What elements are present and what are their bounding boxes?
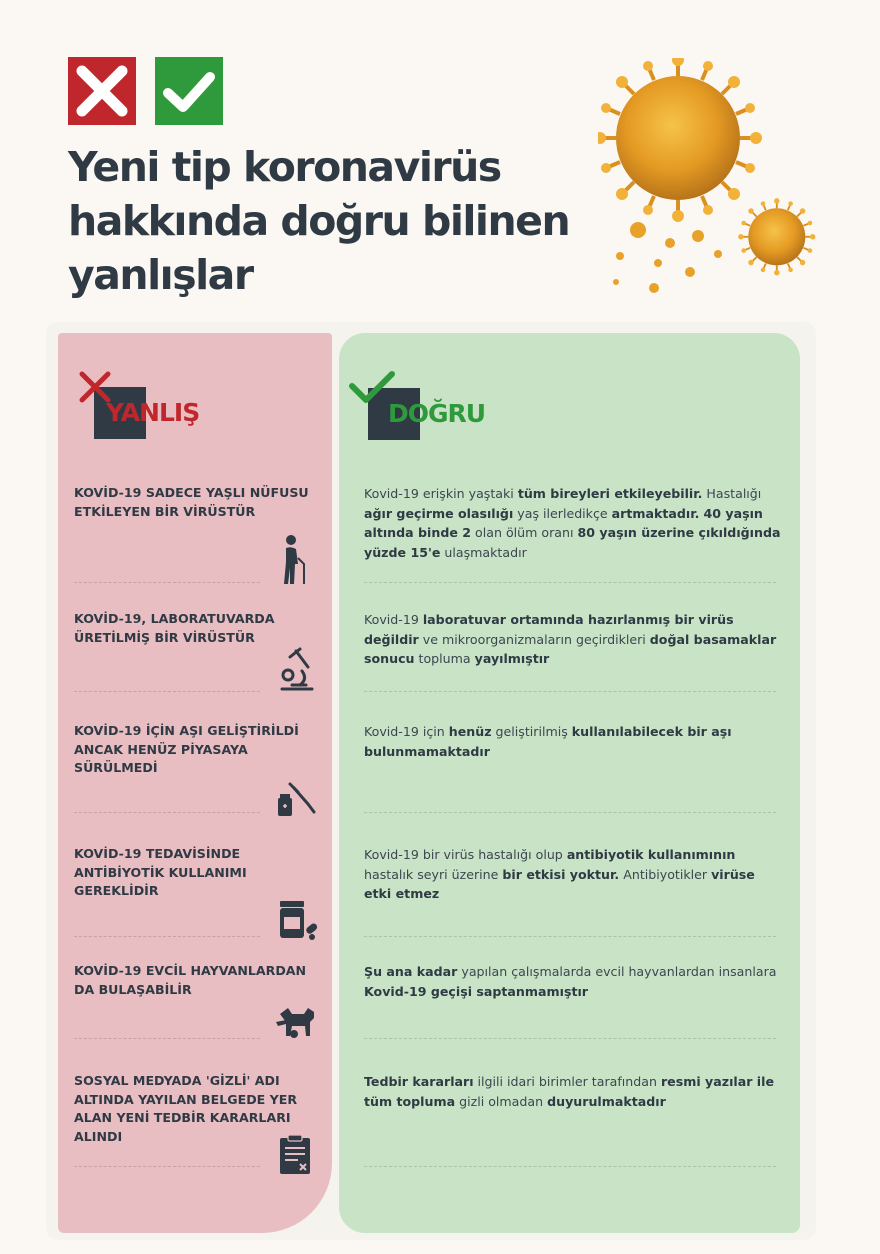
fact-segment: hastalık seyri üzerine	[364, 866, 503, 882]
fact-text	[364, 722, 784, 761]
divider	[364, 1038, 776, 1039]
medicine-bottle-icon	[278, 899, 320, 941]
fact-text	[364, 610, 784, 669]
fact-segment: 80 yaşın üzerine çıkıldığında yüzde 15'e	[364, 525, 781, 560]
myth-text: KOVİD-19 EVCİL HAYVANLARDAN DA BULAŞABİLİR	[74, 963, 307, 997]
myth-text: KOVİD-19, LABORATUVARDA ÜRETİLMİŞ BİR VİRÜSTÜR	[74, 611, 275, 645]
fact-segment: Kovid-19 erişkin yaştaki	[364, 486, 518, 501]
syringe-icon	[276, 776, 318, 818]
fact-segment: yaş ilerledikçe	[513, 505, 612, 521]
cross-badge	[68, 57, 136, 125]
elderly-person-icon	[278, 534, 310, 586]
fact-text	[364, 845, 784, 904]
fact-segment: Hastalığı	[702, 486, 762, 501]
fact-segment: ve mikroorganizmaların geçirdikleri	[418, 631, 650, 647]
page-title	[68, 140, 608, 302]
divider	[364, 936, 776, 937]
fact-segment: artmaktadır.	[611, 505, 700, 521]
wrong-header-label: YANLIŞ	[106, 398, 200, 427]
divider	[74, 582, 260, 583]
check-icon	[155, 57, 223, 125]
divider	[364, 1166, 776, 1167]
divider	[74, 691, 260, 692]
fact-segment: antibiyotik kullanımının	[566, 847, 736, 862]
divider	[74, 812, 260, 813]
divider	[74, 1166, 260, 1167]
fact-text	[364, 962, 784, 1001]
fact-segment: doğal basamaklar sonucu	[364, 631, 777, 666]
fact-segment: ilgili idari birimler tarafından	[473, 1074, 661, 1089]
fact-segment: Kovid-19 bir virüs hastalığı olup	[364, 847, 567, 862]
fact-segment: kullanılabilecek bir aşı bulunmamaktadır	[364, 724, 732, 759]
fact-segment: geliştirilmiş	[491, 724, 572, 739]
fact-segment: tüm bireyleri etkileyebilir.	[517, 486, 703, 501]
fact-segment: Kovid-19 için	[364, 724, 449, 739]
pets-icon	[274, 1004, 320, 1040]
myth-text: KOVİD-19 SADECE YAŞLI NÜFUSU ETKİLEYEN BİR VİRÜSTÜR	[74, 485, 309, 519]
fact-segment: yapılan çalışmalarda evcil hayvanlardan insanlara	[457, 964, 777, 979]
divider	[364, 582, 776, 583]
title-line-2: hakkında doğru bilinen	[68, 197, 570, 245]
fact-segment: olan ölüm oranı	[471, 525, 578, 540]
fact-segment: duyurulmaktadır	[547, 1093, 666, 1109]
microscope-icon	[276, 645, 318, 693]
fact-segment: Tedbir kararları	[364, 1074, 474, 1089]
divider	[364, 691, 776, 692]
fact-segment: gizli olmadan	[455, 1093, 548, 1109]
fact-segment: Şu ana kadar	[364, 964, 458, 979]
fact-segment: Kovid-19	[364, 612, 423, 627]
fact-segment: ağır geçirme olasılığı	[364, 505, 514, 521]
fact-segment: laboratuvar ortamında hazırlanmış bir virüs değildir	[364, 612, 734, 647]
document-icon	[278, 1134, 314, 1176]
divider	[74, 936, 260, 937]
right-header-label: DOĞRU	[388, 399, 486, 428]
fact-segment: Antibiyotikler	[619, 866, 712, 882]
title-line-3: yanlışlar	[68, 251, 253, 299]
myth-text: SOSYAL MEDYADA 'GİZLİ' ADI ALTINDA YAYILAN BELGEDE YER ALAN YENİ TEDBİR KARARLARI ALINDI	[74, 1073, 298, 1144]
check-badge	[155, 57, 223, 125]
fact-segment: ulaşmaktadır	[440, 544, 527, 560]
fact-segment: yayılmıştır	[474, 651, 550, 666]
fact-text	[364, 1072, 784, 1111]
fact-segment: 40 yaşın altında binde 2	[364, 505, 763, 540]
fact-segment: virüse etki etmez	[364, 866, 755, 901]
fact-segment: topluma	[414, 651, 475, 666]
fact-segment: henüz	[448, 724, 492, 739]
coronavirus-illustration	[598, 58, 830, 308]
fact-segment: resmi yazılar ile tüm topluma	[364, 1074, 774, 1109]
divider	[364, 812, 776, 813]
myth-text: KOVİD-19 İÇİN AŞI GELİŞTİRİLDİ ANCAK HENÜZ PİYASAYA SÜRÜLMEDİ	[74, 723, 299, 775]
cross-icon	[68, 57, 136, 125]
title-line-1: Yeni tip koronavirüs	[68, 143, 501, 191]
myth-text: KOVİD-19 TEDAVİSİNDE ANTİBİYOTİK KULLANIMI GEREKLİDİR	[74, 846, 247, 898]
divider	[74, 1038, 260, 1039]
fact-text	[364, 484, 784, 562]
fact-segment: Kovid-19 geçişi saptanmamıştır	[364, 983, 589, 999]
fact-segment: bir etkisi yoktur.	[502, 866, 620, 882]
